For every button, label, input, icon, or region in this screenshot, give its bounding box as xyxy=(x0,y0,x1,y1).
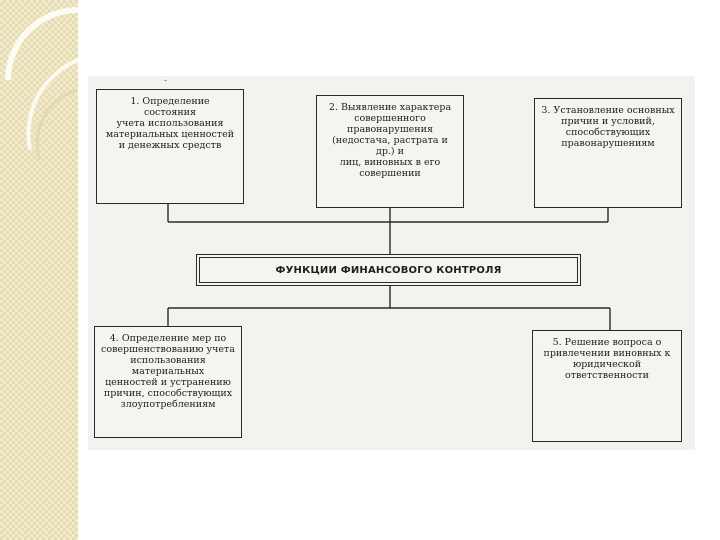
decorative-side-strip xyxy=(0,0,78,540)
function-box-1 xyxy=(96,89,244,204)
function-box-4-text: 4. Определение мер по совершенствованию учета использования материальных ценностей и устранению причин, способствующих злоупотреблениям xyxy=(101,333,235,410)
function-box-5 xyxy=(532,330,682,442)
function-box-4 xyxy=(94,326,242,438)
decorative-arcs xyxy=(0,0,78,540)
center-title-box xyxy=(196,254,581,286)
function-box-3-text: 3. Установление основных причин и условий, способствующих правонарушениям xyxy=(541,105,675,149)
function-box-2-text: 2. Выявление характера совершенного правонарушения (недостача, растрата и др.) и лиц, виновных в его совершении xyxy=(328,102,452,179)
function-box-1-text: 1. Определение состояния учета использования материальных ценностей и денежных средств xyxy=(105,96,235,151)
center-title: ФУНКЦИИ ФИНАНСОВОГО КОНТРОЛЯ xyxy=(199,257,578,283)
function-box-3 xyxy=(534,98,682,208)
scan-mark: - xyxy=(164,76,168,86)
function-box-2 xyxy=(316,95,464,208)
diagram-scan xyxy=(88,76,695,450)
function-box-5-text: 5. Решение вопроса о привлечении виновных к юридической ответственности xyxy=(543,337,671,381)
